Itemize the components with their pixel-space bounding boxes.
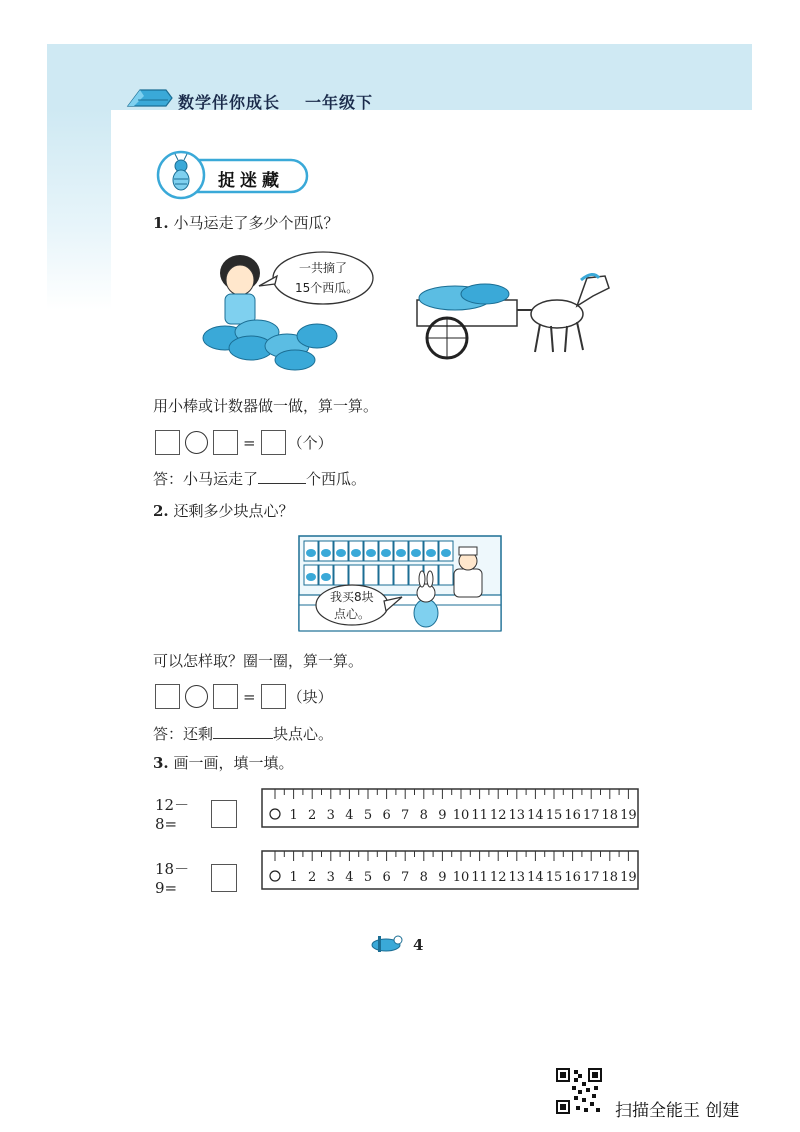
pastry-item (366, 549, 376, 557)
equation-2-box-b[interactable] (213, 684, 238, 709)
question-1-instruction: 用小棒或计数器做一做，算一算。 (153, 397, 379, 415)
question-3-text: 画一画，填一填。 (173, 754, 294, 772)
answer-2-suffix: 块点心。 (273, 725, 334, 743)
shelf-cell (334, 565, 348, 585)
ruler-label: 5 (363, 870, 373, 885)
ruler-row-1 (155, 794, 237, 833)
answer-2-prefix: 答：还剩 (153, 725, 214, 743)
ruler-label: 11 (471, 870, 488, 885)
answer-2-blank[interactable] (213, 724, 273, 739)
watermelon-scene (195, 248, 615, 373)
question-1-equation (155, 430, 333, 455)
ruler-2-expression: 18－9= (155, 860, 190, 897)
ruler-label: 19 (620, 808, 637, 823)
question-1-text: 小马运走了多少个西瓜？ (173, 214, 339, 232)
pastry-item (381, 549, 391, 557)
ruler-label: 3 (326, 808, 335, 823)
speech-1-line1: 一共摘了 (299, 261, 348, 275)
equation-2-operator-circle[interactable] (185, 685, 208, 708)
horse-illustration (531, 274, 609, 352)
equation-2-equals: = (243, 687, 256, 706)
ruler-label: 15 (545, 870, 563, 885)
ruler-label: 8 (419, 808, 428, 823)
shelf-cell (349, 565, 363, 585)
ruler-label: 10 (452, 870, 470, 885)
page-number: 4 (413, 936, 424, 954)
question-2-answer (153, 723, 333, 744)
ruler-label: 8 (419, 870, 428, 885)
grade-label: 一年级下 (305, 93, 374, 112)
pastry-item (306, 573, 316, 581)
question-3 (153, 752, 293, 773)
ruler-label: 1 (289, 808, 298, 823)
number-ruler-2 (261, 850, 639, 890)
question-1-answer (153, 468, 366, 489)
pastry-item (426, 549, 436, 557)
question-1 (153, 212, 338, 233)
left-band (47, 110, 111, 310)
ruler-label: 13 (508, 808, 526, 823)
ruler-label: 18 (601, 870, 619, 885)
equation-1-unit: （个） (287, 434, 333, 452)
speech-2-line1: 我买8块 (330, 590, 374, 604)
ruler-label: 9 (438, 808, 447, 823)
pastry-shop-scene (298, 535, 502, 633)
question-2-instruction: 可以怎样取？圈一圈，算一算。 (153, 652, 364, 670)
answer-1-blank[interactable] (258, 469, 306, 484)
equation-2-box-a[interactable] (155, 684, 180, 709)
ruler-label: 4 (345, 870, 354, 885)
pastry-item (441, 549, 451, 557)
pastry-item (321, 573, 331, 581)
equation-1-equals: = (243, 433, 256, 452)
question-3-number: 3. (153, 754, 169, 772)
equation-2-box-result[interactable] (261, 684, 286, 709)
answer-1-prefix: 答：小马运走了 (153, 470, 259, 488)
ruler-label: 2 (308, 808, 317, 823)
number-ruler-1 (261, 788, 639, 828)
ruler-label: 4 (345, 808, 354, 823)
ruler-row-2 (155, 858, 237, 897)
ruler-label: 16 (564, 870, 581, 885)
ruler-label: 14 (527, 870, 544, 885)
ruler-label: 11 (471, 808, 488, 823)
question-2-text: 还剩多少块点心？ (173, 502, 294, 520)
ruler-label: 16 (564, 808, 581, 823)
series-title: 数学伴你成长 (178, 93, 281, 112)
girl-illustration (220, 255, 260, 324)
watermelon-pile (203, 320, 337, 370)
qr-code-icon (556, 1068, 602, 1114)
ruler-label: 9 (438, 870, 447, 885)
ruler-label: 1 (289, 870, 298, 885)
section-badge-label: 捉迷藏 (218, 171, 284, 191)
ruler-label: 15 (545, 808, 563, 823)
ruler-label: 14 (527, 808, 544, 823)
speech-1-line2: 15个西瓜。 (295, 281, 359, 295)
ruler-1-expression: 12－8= (155, 796, 190, 833)
ruler-label: 12 (489, 808, 507, 823)
shelf-cell (379, 565, 393, 585)
answer-1-suffix: 个西瓜。 (306, 470, 367, 488)
speech-bubble-1 (259, 252, 373, 304)
shelf-cell (364, 565, 378, 585)
ruler-label: 7 (401, 870, 410, 885)
bee-plane-icon (368, 932, 406, 954)
question-1-number: 1. (153, 214, 169, 232)
speech-2-line2: 点心。 (334, 607, 371, 621)
ruler-label: 13 (508, 870, 526, 885)
ruler-label: 7 (401, 808, 410, 823)
pastry-item (411, 549, 421, 557)
ruler-label: 18 (601, 808, 619, 823)
cart-illustration (417, 284, 540, 358)
equation-1-operator-circle[interactable] (185, 431, 208, 454)
ruler-label: 12 (489, 870, 507, 885)
question-2-equation (155, 684, 333, 709)
ruler-1-answer-box[interactable] (211, 800, 237, 828)
ruler-label: 2 (308, 870, 317, 885)
ruler-label: 3 (326, 870, 335, 885)
equation-1-box-a[interactable] (155, 430, 180, 455)
equation-1-box-result[interactable] (261, 430, 286, 455)
pastry-item (336, 549, 346, 557)
question-2 (153, 500, 293, 521)
ruler-label: 10 (452, 808, 470, 823)
ruler-label: 17 (582, 808, 600, 823)
shelf-cell (394, 565, 408, 585)
ruler-label: 17 (582, 870, 600, 885)
pastry-item (306, 549, 316, 557)
ruler-2-answer-box[interactable] (211, 864, 237, 892)
ruler-label: 6 (382, 808, 391, 823)
ruler-label: 19 (620, 870, 637, 885)
scanner-watermark: 扫描全能王 创建 (615, 1101, 740, 1121)
question-2-number: 2. (153, 502, 169, 520)
equation-2-unit: （块） (287, 688, 333, 706)
ruler-label: 6 (382, 870, 391, 885)
pastry-item (321, 549, 331, 557)
equation-1-box-b[interactable] (213, 430, 238, 455)
shelf-cell (439, 565, 453, 585)
pastry-item (396, 549, 406, 557)
pencil-icon (126, 84, 176, 112)
pastry-item (351, 549, 361, 557)
ruler-label: 5 (363, 808, 373, 823)
